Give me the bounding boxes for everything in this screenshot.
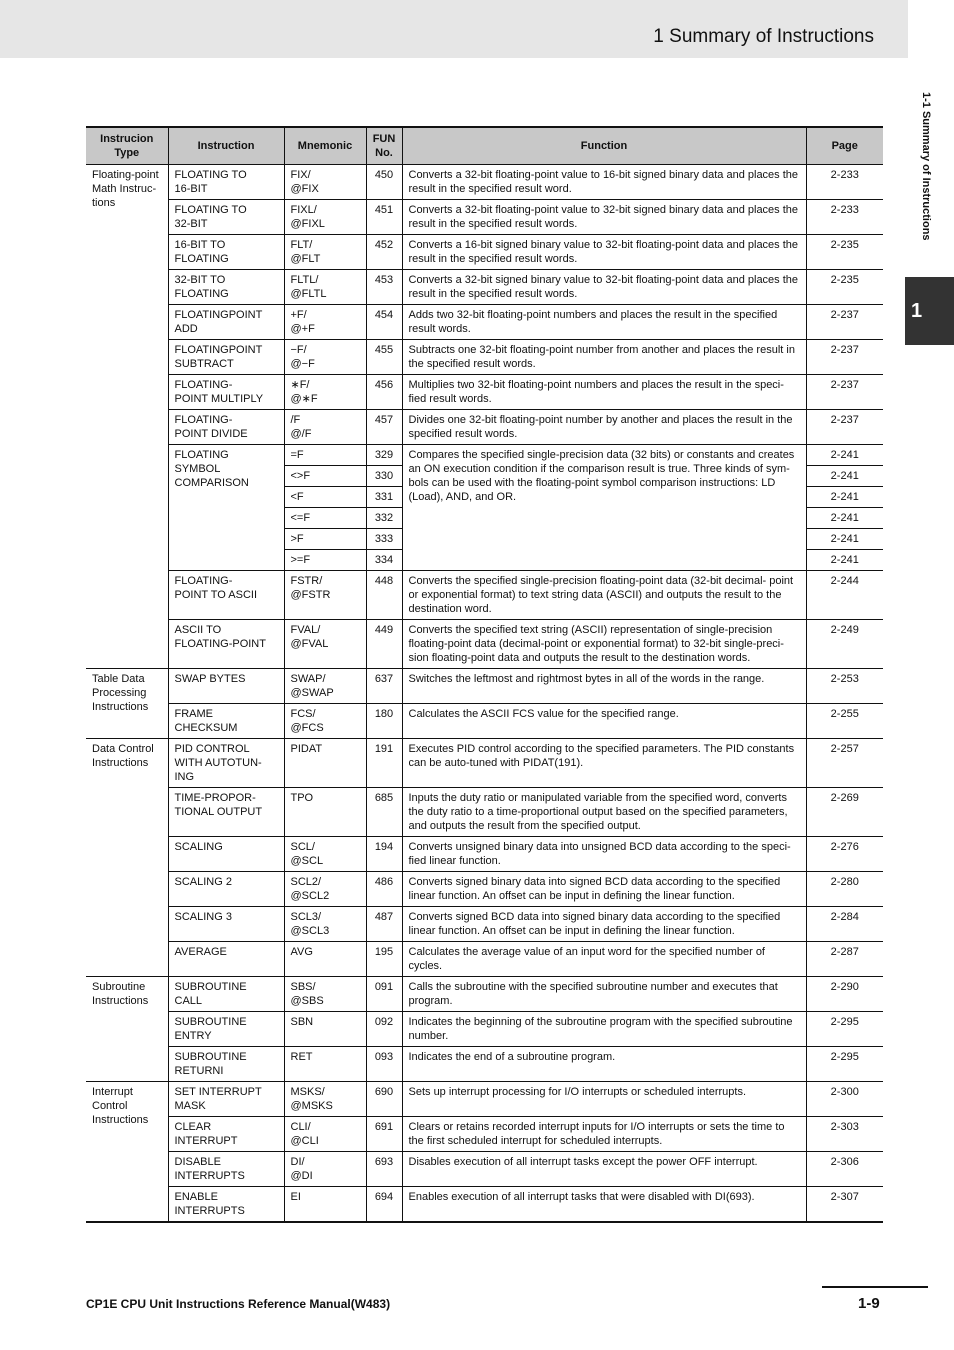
fun-number-cell: 455 — [366, 340, 402, 375]
fun-number-cell: 331 — [366, 487, 402, 508]
page-cell: 2-235 — [806, 235, 883, 270]
instruction-cell: SUBROUTINE RETURNI — [168, 1047, 284, 1082]
mnemonic-cell: >F — [284, 529, 366, 550]
table-body — [86, 165, 883, 1223]
page-cell: 2-237 — [806, 340, 883, 375]
table-row — [86, 977, 883, 1012]
mnemonic-cell: /F @/F — [284, 410, 366, 445]
page-cell: 2-280 — [806, 872, 883, 907]
function-cell: Indicates the end of a subroutine program. — [402, 1047, 806, 1082]
page-cell: 2-235 — [806, 270, 883, 305]
page-cell: 2-237 — [806, 305, 883, 340]
table-row — [86, 1152, 883, 1187]
page-cell: 2-307 — [806, 1187, 883, 1223]
footer-page-number: 1-9 — [858, 1295, 880, 1312]
page-cell: 2-255 — [806, 704, 883, 739]
instruction-cell: FLOATING- POINT TO ASCII — [168, 571, 284, 620]
instruction-type-cell: Interrupt Control Instructions — [86, 1082, 168, 1223]
instruction-cell: TIME-PROPOR- TIONAL OUTPUT — [168, 788, 284, 837]
fun-number-cell: 449 — [366, 620, 402, 669]
mnemonic-cell: −F/ @−F — [284, 340, 366, 375]
table-row — [86, 375, 883, 410]
function-cell: Converts a 32-bit signed binary value to 32-bit floating-point data and places the result in the specified result words. — [402, 270, 806, 305]
fun-number-cell: 191 — [366, 739, 402, 788]
table-row — [86, 1082, 883, 1117]
fun-number-cell: 450 — [366, 165, 402, 200]
fun-number-cell: 691 — [366, 1117, 402, 1152]
function-cell: Converts a 16-bit signed binary value to 32-bit floating-point data and places the result in the specified result words. — [402, 235, 806, 270]
page-cell: 2-290 — [806, 977, 883, 1012]
page-cell: 2-244 — [806, 571, 883, 620]
mnemonic-cell: SBS/ @SBS — [284, 977, 366, 1012]
instruction-cell: 16-BIT TO FLOATING — [168, 235, 284, 270]
table-row — [86, 571, 883, 620]
page-cell: 2-241 — [806, 466, 883, 487]
table-row — [86, 340, 883, 375]
table-row — [86, 739, 883, 788]
fun-number-cell: 194 — [366, 837, 402, 872]
footer-manual-title: CP1E CPU Unit Instructions Reference Manual(W483) — [86, 1297, 391, 1311]
instruction-cell: FLOATING- POINT MULTIPLY — [168, 375, 284, 410]
fun-number-cell: 456 — [366, 375, 402, 410]
fun-number-cell: 330 — [366, 466, 402, 487]
section-side-label: 1-1 Summary of Instructions — [920, 92, 932, 241]
mnemonic-cell: TPO — [284, 788, 366, 837]
mnemonic-cell: FLT/ @FLT — [284, 235, 366, 270]
page-cell: 2-300 — [806, 1082, 883, 1117]
mnemonic-cell: MSKS/ @MSKS — [284, 1082, 366, 1117]
fun-number-cell: 332 — [366, 508, 402, 529]
instruction-cell: FLOATING TO 32-BIT — [168, 200, 284, 235]
table-row — [86, 837, 883, 872]
instruction-cell: SUBROUTINE ENTRY — [168, 1012, 284, 1047]
instruction-type-cell: Table Data Processing Instructions — [86, 669, 168, 739]
mnemonic-cell: DI/ @DI — [284, 1152, 366, 1187]
table-row — [86, 1012, 883, 1047]
fun-number-cell: 457 — [366, 410, 402, 445]
mnemonic-cell: FVAL/ @FVAL — [284, 620, 366, 669]
mnemonic-cell: >=F — [284, 550, 366, 571]
mnemonic-cell: FIXL/ @FIXL — [284, 200, 366, 235]
mnemonic-cell: PIDAT — [284, 739, 366, 788]
fun-number-cell: 452 — [366, 235, 402, 270]
page-cell: 2-306 — [806, 1152, 883, 1187]
page-cell: 2-253 — [806, 669, 883, 704]
table-row — [86, 165, 883, 200]
function-cell: Enables execution of all interrupt tasks that were disabled with DI(693). — [402, 1187, 806, 1223]
table-row — [86, 1187, 883, 1223]
page-cell: 2-233 — [806, 165, 883, 200]
page-cell: 2-295 — [806, 1047, 883, 1082]
fun-number-cell: 333 — [366, 529, 402, 550]
instruction-summary-table — [86, 126, 883, 1223]
page-cell: 2-284 — [806, 907, 883, 942]
instruction-cell: SET INTERRUPT MASK — [168, 1082, 284, 1117]
fun-number-cell: 334 — [366, 550, 402, 571]
mnemonic-cell: SWAP/ @SWAP — [284, 669, 366, 704]
table-row — [86, 872, 883, 907]
page-title: 1 Summary of Instructions — [653, 26, 874, 47]
fun-number-cell: 637 — [366, 669, 402, 704]
mnemonic-cell: SBN — [284, 1012, 366, 1047]
instruction-cell: SCALING — [168, 837, 284, 872]
column-header-fun-no: FUN No. — [366, 127, 402, 165]
instruction-cell: SCALING 3 — [168, 907, 284, 942]
instruction-cell: 32-BIT TO FLOATING — [168, 270, 284, 305]
instruction-cell: AVERAGE — [168, 942, 284, 977]
function-cell: Converts the specified text string (ASCII) representation of single-precision floating-point data (decimal-point or exponential format) to 32-bit single-preci-sion floating-point data and outputs the result to the destination words. — [402, 620, 806, 669]
fun-number-cell: 693 — [366, 1152, 402, 1187]
fun-number-cell: 486 — [366, 872, 402, 907]
page-cell: 2-241 — [806, 550, 883, 571]
table-row — [86, 788, 883, 837]
fun-number-cell: 451 — [366, 200, 402, 235]
mnemonic-cell: <F — [284, 487, 366, 508]
instruction-cell: FLOATINGPOINT ADD — [168, 305, 284, 340]
function-cell: Disables execution of all interrupt tasks except the power OFF interrupt. — [402, 1152, 806, 1187]
mnemonic-cell: RET — [284, 1047, 366, 1082]
page-cell: 2-241 — [806, 445, 883, 466]
function-cell: Subtracts one 32-bit floating-point number from another and places the result in the specified result words. — [402, 340, 806, 375]
mnemonic-cell: FSTR/ @FSTR — [284, 571, 366, 620]
fun-number-cell: 329 — [366, 445, 402, 466]
function-cell: Clears or retains recorded interrupt inputs for I/O interrupts or sets the time to the first scheduled interrupt for scheduled interrupts. — [402, 1117, 806, 1152]
fun-number-cell: 180 — [366, 704, 402, 739]
column-header-page: Page — [806, 127, 883, 165]
instruction-cell: ENABLE INTERRUPTS — [168, 1187, 284, 1223]
table-row — [86, 235, 883, 270]
instruction-cell: FLOATINGPOINT SUBTRACT — [168, 340, 284, 375]
page-cell: 2-233 — [806, 200, 883, 235]
function-cell: Executes PID control according to the specified parameters. The PID constants can be auto-tuned with PIDAT(191). — [402, 739, 806, 788]
function-cell: Multiplies two 32-bit floating-point numbers and places the result in the speci-fied result words. — [402, 375, 806, 410]
table-header-row — [86, 127, 883, 165]
fun-number-cell: 092 — [366, 1012, 402, 1047]
instruction-cell: FLOATING TO 16-BIT — [168, 165, 284, 200]
instruction-cell: SUBROUTINE CALL — [168, 977, 284, 1012]
fun-number-cell: 694 — [366, 1187, 402, 1223]
page-cell: 2-295 — [806, 1012, 883, 1047]
fun-number-cell: 195 — [366, 942, 402, 977]
mnemonic-cell: <=F — [284, 508, 366, 529]
mnemonic-cell: CLI/ @CLI — [284, 1117, 366, 1152]
page-cell: 2-237 — [806, 375, 883, 410]
table-row — [86, 669, 883, 704]
instruction-cell: SCALING 2 — [168, 872, 284, 907]
page-cell: 2-303 — [806, 1117, 883, 1152]
function-cell: Converts a 32-bit floating-point value to 16-bit signed binary data and places the result in the specified result word. — [402, 165, 806, 200]
function-cell: Divides one 32-bit floating-point number by another and places the result in the specified result words. — [402, 410, 806, 445]
column-header-mnemonic: Mnemonic — [284, 127, 366, 165]
function-cell: Adds two 32-bit floating-point numbers and places the result in the specified result words. — [402, 305, 806, 340]
page-cell: 2-287 — [806, 942, 883, 977]
mnemonic-cell: <>F — [284, 466, 366, 487]
fun-number-cell: 454 — [366, 305, 402, 340]
page-cell: 2-241 — [806, 529, 883, 550]
footer-rule — [822, 1286, 928, 1288]
fun-number-cell: 453 — [366, 270, 402, 305]
table-row — [86, 704, 883, 739]
fun-number-cell: 091 — [366, 977, 402, 1012]
page-cell: 2-237 — [806, 410, 883, 445]
function-cell: Calculates the average value of an input word for the specified number of cycles. — [402, 942, 806, 977]
fun-number-cell: 685 — [366, 788, 402, 837]
instruction-cell: DISABLE INTERRUPTS — [168, 1152, 284, 1187]
mnemonic-cell: FIX/ @FIX — [284, 165, 366, 200]
mnemonic-cell: ∗F/ @∗F — [284, 375, 366, 410]
chapter-tab: 1 — [905, 277, 954, 345]
function-cell: Inputs the duty ratio or manipulated variable from the specified word, converts the duty ratio to a time-proportional output based on the specified parameters, and outputs the result from the specified output. — [402, 788, 806, 837]
function-cell: Indicates the beginning of the subroutine program with the specified subroutine number. — [402, 1012, 806, 1047]
fun-number-cell: 690 — [366, 1082, 402, 1117]
instruction-type-cell: Floating-point Math Instruc- tions — [86, 165, 168, 669]
mnemonic-cell: EI — [284, 1187, 366, 1223]
instruction-cell: CLEAR INTERRUPT — [168, 1117, 284, 1152]
fun-number-cell: 448 — [366, 571, 402, 620]
function-cell: Converts a 32-bit floating-point value to 32-bit signed binary data and places the result in the specified result words. — [402, 200, 806, 235]
instruction-cell: SWAP BYTES — [168, 669, 284, 704]
function-cell: Sets up interrupt processing for I/O interrupts or scheduled interrupts. — [402, 1082, 806, 1117]
instruction-cell: FRAME CHECKSUM — [168, 704, 284, 739]
page-cell: 2-249 — [806, 620, 883, 669]
mnemonic-cell: FCS/ @FCS — [284, 704, 366, 739]
function-cell: Compares the specified single-precision data (32 bits) or constants and creates an ON execution condition if the comparison result is true. Three kinds of sym-bols can be used with the floating-point symbol comparison instructions: LD (Load), AND, and OR. — [402, 445, 806, 571]
function-cell: Switches the leftmost and rightmost bytes in all of the words in the range. — [402, 669, 806, 704]
instruction-type-cell: Data Control Instructions — [86, 739, 168, 977]
instruction-cell: FLOATING SYMBOL COMPARISON — [168, 445, 284, 571]
table-row — [86, 1047, 883, 1082]
table-row — [86, 1117, 883, 1152]
fun-number-cell: 093 — [366, 1047, 402, 1082]
mnemonic-cell: =F — [284, 445, 366, 466]
table-row — [86, 445, 883, 466]
mnemonic-cell: SCL/ @SCL — [284, 837, 366, 872]
table-row — [86, 410, 883, 445]
table-row — [86, 907, 883, 942]
fun-number-cell: 487 — [366, 907, 402, 942]
function-cell: Converts the specified single-precision floating-point data (32-bit decimal- point or exponential format) to text string data (ASCII) and outputs the result to the destination word. — [402, 571, 806, 620]
function-cell: Calculates the ASCII FCS value for the specified range. — [402, 704, 806, 739]
column-header-instruction: Instruction — [168, 127, 284, 165]
function-cell: Converts signed BCD data into signed binary data according to the specified linear function. An offset can be input in defining the linear function. — [402, 907, 806, 942]
mnemonic-cell: +F/ @+F — [284, 305, 366, 340]
page-cell: 2-241 — [806, 487, 883, 508]
column-header-type: Instrucion Type — [86, 127, 168, 165]
column-header-function: Function — [402, 127, 806, 165]
function-cell: Converts signed binary data into signed BCD data according to the specified linear function. An offset can be input in defining the linear function. — [402, 872, 806, 907]
instruction-cell: PID CONTROL WITH AUTOTUN- ING — [168, 739, 284, 788]
instruction-cell: ASCII TO FLOATING-POINT — [168, 620, 284, 669]
page-cell: 2-276 — [806, 837, 883, 872]
mnemonic-cell: SCL3/ @SCL3 — [284, 907, 366, 942]
mnemonic-cell: AVG — [284, 942, 366, 977]
table-row — [86, 270, 883, 305]
table-row — [86, 305, 883, 340]
function-cell: Converts unsigned binary data into unsigned BCD data according to the speci-fied linear function. — [402, 837, 806, 872]
page-cell: 2-257 — [806, 739, 883, 788]
page-cell: 2-241 — [806, 508, 883, 529]
table-row — [86, 200, 883, 235]
table-row — [86, 620, 883, 669]
page-cell: 2-269 — [806, 788, 883, 837]
mnemonic-cell: SCL2/ @SCL2 — [284, 872, 366, 907]
table-row — [86, 942, 883, 977]
instruction-type-cell: Subroutine Instructions — [86, 977, 168, 1082]
mnemonic-cell: FLTL/ @FLTL — [284, 270, 366, 305]
function-cell: Calls the subroutine with the specified subroutine number and executes that program. — [402, 977, 806, 1012]
instruction-cell: FLOATING- POINT DIVIDE — [168, 410, 284, 445]
